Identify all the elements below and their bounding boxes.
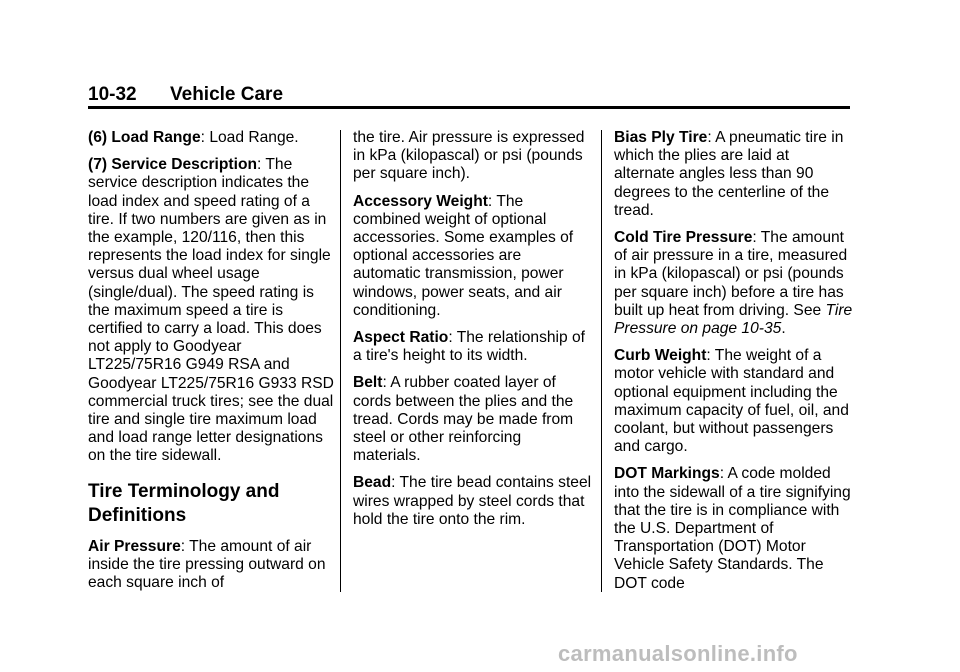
- section-heading: Tire Terminology and Definitions: [88, 480, 280, 526]
- page-number: 10-32: [88, 84, 137, 105]
- term-colon: :: [200, 129, 205, 146]
- term-colon: :: [707, 129, 712, 146]
- definition-paragraph: [614, 347, 854, 456]
- term-colon: :: [752, 229, 757, 247]
- term-colon: :: [180, 537, 186, 555]
- definition-text-end: .: [781, 320, 786, 338]
- definition-paragraph: [353, 329, 593, 365]
- definition-paragraph: [614, 229, 854, 338]
- term: DOT Markings: [614, 465, 720, 483]
- column-1: [88, 129, 334, 601]
- definition-paragraph: [88, 129, 334, 147]
- term-colon: :: [706, 347, 711, 365]
- definition-paragraph: [614, 129, 854, 220]
- term-colon: :: [487, 192, 493, 210]
- term-colon: :: [719, 465, 725, 483]
- term: Bead: [353, 474, 392, 492]
- definition-text: The service description indicates the load index and speed rating of a tire. If two numbers are given as in the example, 120/116, then this represents the load index for single versus dual wheel usage (single/dual). The speed rating is the maximum speed a tire is certified to carry a load. This does not apply to Goodyear LT225/75R16 G949 RSA and Goodyear LT225/75R16 G933 RSD commercial truck tires; see the dual tire and single tire maximum load and load range letter designations on the tire sidewall.: [88, 156, 334, 465]
- watermark: carmanualsonline.info: [558, 641, 798, 666]
- definition-paragraph: [88, 156, 334, 465]
- header-rule: [88, 106, 850, 109]
- definition-text: A pneumatic tire in which the plies are laid at alternate angles less than 90 degrees to the centerline of the tread.: [614, 129, 844, 219]
- definition-paragraph: [353, 129, 593, 184]
- definition-text: The weight of a motor vehicle with standard and optional equipment including the maximum capacity of fuel, oil, and coolant, but without passengers and cargo.: [614, 347, 849, 456]
- definition-text: The relationship of a tire's height to its width.: [353, 329, 586, 365]
- term: Belt: [353, 374, 383, 392]
- column-divider: [601, 130, 602, 592]
- definition-paragraph: [353, 374, 593, 465]
- term: Curb Weight: [614, 347, 707, 365]
- page-header: [88, 84, 850, 108]
- term: Cold Tire Pressure: [614, 229, 753, 247]
- term-colon: :: [448, 329, 453, 347]
- column-divider: [340, 130, 341, 592]
- term: (7) Service Description: [88, 156, 257, 174]
- cross-reference-link[interactable]: Tire Pressure on page 10-35: [614, 301, 853, 338]
- term: Accessory Weight: [353, 192, 488, 210]
- term-colon: :: [391, 474, 396, 492]
- section-title: Vehicle Care: [170, 84, 284, 105]
- term: Bias Ply Tire: [614, 129, 708, 146]
- definition-text: A code molded into the sidewall of a tire signifying that the tire is in compliance with the U.S. Department of Transportation (DOT) Motor Vehicle Safety Standards. The DOT code: [614, 465, 851, 592]
- column-3: [614, 129, 854, 602]
- term-colon: :: [257, 156, 262, 174]
- term: Air Pressure: [88, 537, 181, 555]
- definition-text: The combined weight of optional accessories. Some examples of optional accessories are automatic transmission, power windows, power seats, and air conditioning.: [353, 192, 574, 319]
- definition-text: the tire. Air pressure is expressed in kPa (kilopascal) or psi (pounds per square inch).: [353, 129, 585, 183]
- definition-paragraph: [353, 474, 593, 529]
- term-colon: :: [382, 374, 387, 392]
- term: (6) Load Range: [88, 129, 201, 146]
- definition-text: The amount of air pressure in a tire, measured in kPa (kilopascal) or psi (pounds per square inch) before a tire has built up heat from driving. See: [614, 229, 848, 319]
- definition-paragraph: [88, 538, 334, 593]
- definition-text: A rubber coated layer of cords between the plies and the tread. Cords may be made from steel or other reinforcing materials.: [353, 374, 574, 465]
- definition-paragraph: [614, 465, 854, 592]
- definition-text: The amount of air inside the tire pressing outward on each square inch of: [88, 537, 326, 592]
- definition-paragraph: [353, 193, 593, 320]
- definition-text: The tire bead contains steel wires wrapped by steel cords that hold the tire onto the rim.: [353, 474, 592, 528]
- column-2: [353, 129, 593, 538]
- definition-text: Load Range.: [204, 129, 299, 146]
- term: Aspect Ratio: [353, 329, 449, 347]
